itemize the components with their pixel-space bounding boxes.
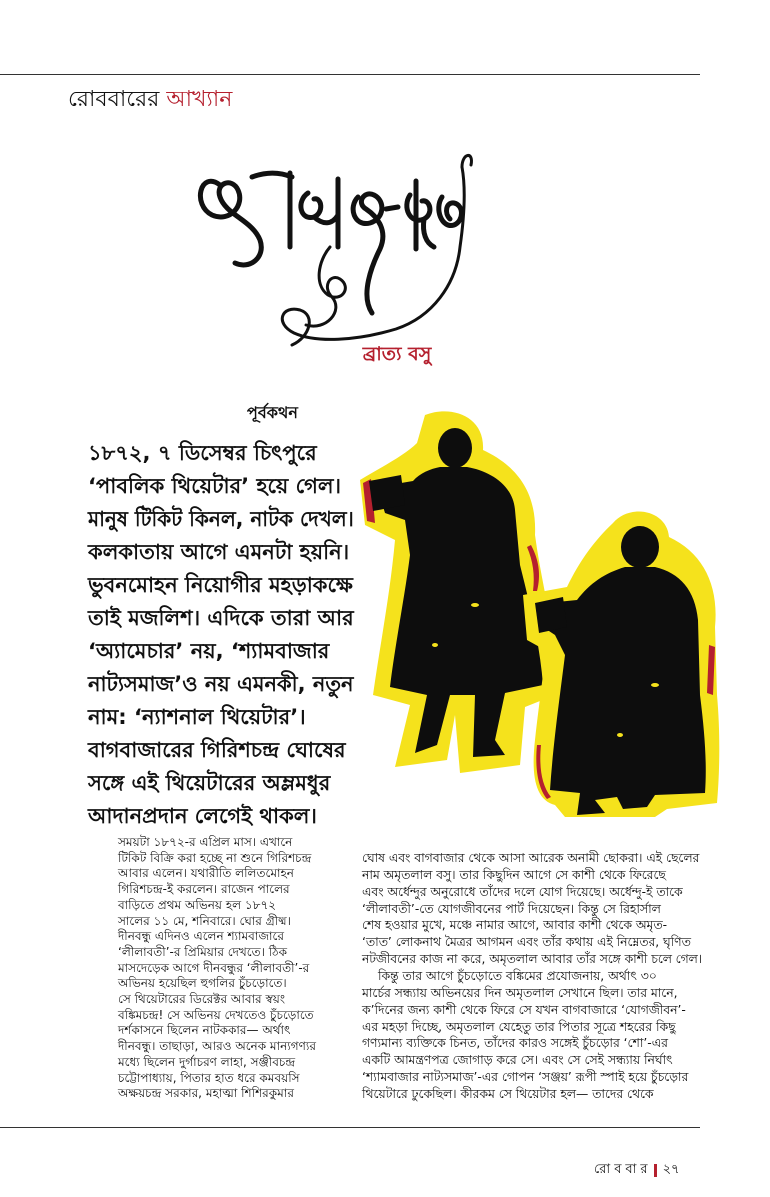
- lead-line: ভুবনমোহন নিয়োগীর মহড়াকক্ষে: [88, 573, 353, 597]
- right-column-line: থিয়েটারে ঢুকেছিল। কীরকম সে থিয়েটার হল— তাদের থেকে: [362, 1087, 654, 1102]
- calligraphy-stroke: [301, 179, 338, 247]
- lead-line: সঙ্গে এই থিয়েটারের অম্লমধুর: [88, 771, 331, 795]
- right-column-line: ‘লীলাবতী’-তে যোগজীবনের পার্ট দিয়েছেন। কিন্তু সে রিহার্সাল: [362, 901, 661, 916]
- calligraphy-stroke: [439, 197, 462, 226]
- texture-speck: [617, 733, 623, 737]
- right-column-line: ক’দিনের জন্য কাশী থেকে ফিরে সে যখন বাগবাজারে ‘যোগজীবন’-: [362, 1002, 686, 1017]
- left-column-line: বাড়িতে প্রথম অভিনয় হল ১৮৭২: [118, 897, 277, 912]
- page-number: ২৭: [662, 1162, 680, 1177]
- calligraphy-stroke: [200, 181, 261, 265]
- left-column-line: মধ্যে ছিলেন দুর্গাচরণ লাহা, সঞ্জীবচন্দ্র: [118, 1054, 296, 1069]
- texture-speck: [651, 683, 659, 687]
- right-column-line: এর মহড়া দিচ্ছে, অমৃতলাল যেহেতু তার পিতার সূত্রে শহরের কিছু: [362, 1019, 676, 1034]
- book: [369, 475, 405, 511]
- lead-line: নাট্যসমাজ’ও নয় এমনকী, নতুন: [88, 672, 354, 696]
- author-byline: ব্রাত্য বসু: [362, 343, 432, 365]
- footer-separator: [654, 1164, 657, 1177]
- figure-right: [523, 512, 719, 817]
- top-rule: [0, 74, 700, 75]
- right-column-line: শেষ হওয়ার মুখে, মঞ্চে নামার আগে, আবার কাশী থেকে অমৃত-: [362, 918, 668, 933]
- lead-line: মানুষ টিকিট কিনল, নাটক দেখল।: [88, 507, 354, 531]
- calligraphy-stroke: [462, 155, 471, 167]
- right-column-line: একটি আমন্ত্রণপত্র জোগাড় করে সে। এবং সে সেই সন্ধ্যায় নির্ঘাৎ: [362, 1053, 673, 1068]
- section-label-accent: আখ্যান: [166, 87, 233, 112]
- right-column-line: ‘শ্যামবাজার নাট্যসমাজ’-এর গোপন ‘সঞ্জয়’ রূপী স্পাই হয়ে চুঁচড়োর: [362, 1070, 689, 1085]
- lead-line: ‘অ্যামেচার’ নয়, ‘শ্যামবাজার: [88, 639, 330, 663]
- texture-speck: [471, 603, 479, 607]
- right-column-line: গণ্যমান্য ব্যক্তিকে চিনত, তাঁদের কারও সঙ্গেই চুঁচড়োর ‘শো’-এর: [362, 1036, 668, 1051]
- right-column-line: নাম অমৃতলাল বসু। তার কিছুদিন আগে সে কাশী থেকে ফিরেছে: [362, 867, 666, 882]
- left-column-line: টিকিট বিক্রি করা হচ্ছে না শুনে গিরিশচন্দ্র: [118, 850, 312, 865]
- left-column-line: দীনবন্ধু এদিনও এলেন শ্যামবাজারে: [118, 929, 284, 944]
- texture-speck: [432, 643, 438, 647]
- left-column-line: গিরিশচন্দ্র-ই করলেন। রাজেন পালের: [118, 882, 290, 897]
- lead-paragraph: [88, 437, 354, 833]
- left-column-line: মাসদেড়েক আগে দীনবন্ধুর ‘লীলাবতী’-র: [118, 960, 310, 975]
- lead-line: তাই মজলিশ। এদিকে তারা আর: [88, 606, 354, 630]
- lead-line: আদানপ্রদান লেগেই থাকল।: [88, 804, 317, 828]
- kicker-heading: পূর্বকথন: [247, 403, 298, 422]
- left-column-line: দীনবন্ধু। তাছাড়া, আরও অনেক মান্যগণ্যর: [118, 1039, 316, 1054]
- calligraphy-stroke: [407, 181, 434, 249]
- calligraphy-stroke: [306, 247, 345, 326]
- left-column-line: সময়টা ১৮৭২-র এপ্রিল মাস। এখানে: [118, 835, 293, 849]
- right-column-line: কিন্তু তার আগে চুঁচড়োতে বঙ্কিমের প্রযোজনায়, অর্থাৎ ৩০: [378, 969, 657, 984]
- figure-head: [621, 526, 659, 568]
- section-header: [68, 86, 232, 114]
- left-column-line: চট্টোপাধ্যায়, পিতার হাত ধরে কমবয়সি: [118, 1070, 300, 1085]
- lead-line: নাম: ‘ন্যাশনাল থিয়েটার’।: [88, 705, 306, 729]
- left-column-line: বঙ্কিমচন্দ্র! সে অভিনয় দেখতেও চুঁচড়োতে: [118, 1007, 314, 1022]
- right-column-line: ‘তাত’ লোকনাথ মৈত্রর আগমন এবং তাঁর কথায় এই নিম্নেতর, ঘৃণিত: [362, 935, 691, 950]
- lead-line: ‘পাবলিক থিয়েটার’ হয়ে গেল।: [88, 474, 342, 498]
- title-calligraphy: [190, 145, 475, 350]
- left-column-line: ‘লীলাবতী’-র প্রিমিয়ার দেখতে। ঠিক: [118, 944, 287, 959]
- right-column-line: ঘোষ এবং বাগবাজার থেকে আসা আরেক অনামী ছোকরা। এই ছেলের: [362, 851, 700, 865]
- footer-magazine-name: রোববার: [594, 1162, 652, 1177]
- body-column-left: [118, 835, 348, 1102]
- left-column-line: অভিনয় হয়েছিল হুগলির চুঁচড়োতে।: [118, 976, 287, 991]
- left-column-line: আবার এলেন। যথারীতি ললিতমোহন: [118, 866, 294, 881]
- illustration: [355, 395, 720, 820]
- left-column-line: অক্ষয়চন্দ্র সরকার, মহাত্মা শিশিরকুমার: [118, 1086, 294, 1101]
- section-label: রোববারের: [68, 87, 160, 112]
- lead-line: কলকাতায় আগে এমনটা হয়নি।: [88, 540, 350, 564]
- page-footer: [594, 1160, 680, 1180]
- bottom-rule: [0, 1127, 700, 1128]
- left-column-line: সে থিয়েটারের ডিরেক্টর আবার স্বয়ং: [118, 992, 286, 1007]
- right-column-line: নটজীবনের কাজ না করে, অমৃতলাল আবার তাঁর সঙ্গে কাশী চলে গেল।: [362, 952, 703, 967]
- left-column-line: সালের ১১ মে, শনিবারে। ঘোর গ্রীষ্ম।: [118, 913, 291, 928]
- left-column-line: দর্শকাসনে ছিলেন নাটককার— অর্থাৎ: [118, 1023, 291, 1038]
- right-column-line: মার্চের সন্ধ্যায় অভিনয়ের দিন অমৃতলাল সেখানে ছিল। তার মানে,: [362, 985, 678, 1000]
- calligraphy-stroke: [353, 194, 383, 313]
- body-column-right: [362, 850, 702, 1103]
- figure-left: [360, 411, 556, 773]
- right-column-line: এবং অর্ধেন্দুর অনুরোধে তাঁদের দলে যোগ দিয়েছে। অর্ধেন্দু-ই তাকে: [362, 884, 683, 899]
- figure-body: [543, 567, 706, 815]
- calligraphy-stroke: [386, 207, 398, 209]
- book: [535, 597, 567, 633]
- lead-line: ১৮৭২, ৭ ডিসেম্বর চিৎপুরে: [88, 441, 317, 465]
- lead-line: বাগবাজারের গিরিশচন্দ্র ঘোষের: [88, 738, 346, 762]
- figure-head: [438, 428, 472, 468]
